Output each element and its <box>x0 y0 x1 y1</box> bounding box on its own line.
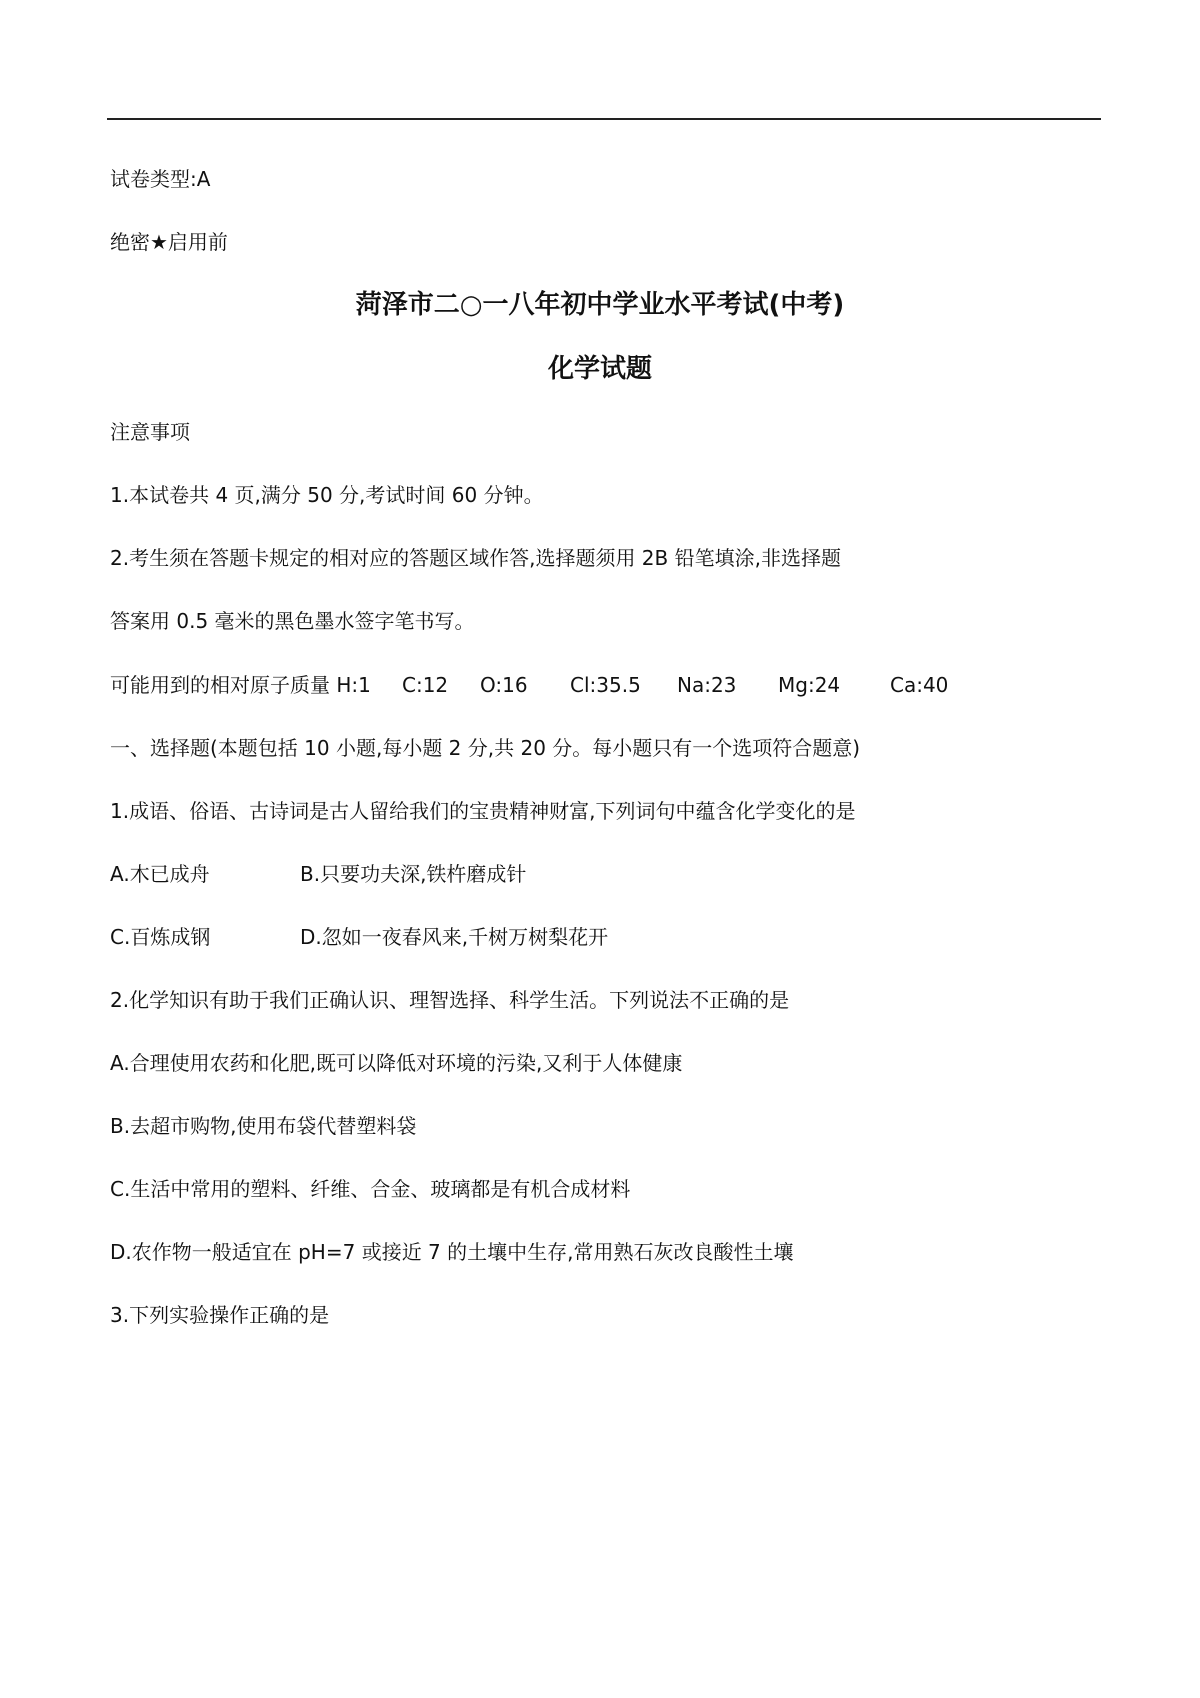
header-rule <box>107 118 1101 120</box>
exam-title: 菏泽市二○一八年初中学业水平考试(中考) <box>355 290 845 320</box>
question-1-options-row-1 <box>110 861 710 887</box>
question-option: B.去超市购物,使用布袋代替塑料袋 <box>110 1114 417 1138</box>
notes-item-2-line-2: 答案用 0.5 毫米的黑色墨水签字笔书写。 <box>110 609 475 633</box>
notes-item-2-line-1: 2.考生须在答题卡规定的相对应的答题区域作答,选择题须用 2B 铅笔填涂,非选择题 <box>110 546 841 570</box>
question-1-stem: 1.成语、俗语、古诗词是古人留给我们的宝贵精神财富,下列词句中蕴含化学变化的是 <box>110 799 856 823</box>
question-option: A.木已成舟 <box>110 862 210 886</box>
question-2-stem: 2.化学知识有助于我们正确认识、理智选择、科学生活。下列说法不正确的是 <box>110 988 790 1012</box>
confidential-mark: 绝密★启用前 <box>110 230 228 254</box>
question-option: A.合理使用农药和化肥,既可以降低对环境的污染,又利于人体健康 <box>110 1051 683 1075</box>
atomic-mass-item: Cl:35.5 <box>570 673 641 697</box>
question-3-stem: 3.下列实验操作正确的是 <box>110 1303 330 1327</box>
question-1-options-row-2 <box>110 924 710 950</box>
question-option: D.忽如一夜春风来,千树万树梨花开 <box>300 925 609 949</box>
atomic-mass-item: O:16 <box>480 673 528 697</box>
atomic-mass-item: C:12 <box>402 673 449 697</box>
paper-type: 试卷类型:A <box>110 167 211 191</box>
atomic-mass-item: Na:23 <box>677 673 737 697</box>
subject-title: 化学试题 <box>547 354 652 384</box>
atomic-mass-item: Ca:40 <box>890 673 949 697</box>
atomic-masses-row <box>110 672 1010 698</box>
section-heading: 一、选择题(本题包括 10 小题,每小题 2 分,共 20 分。每小题只有一个选项符合题意) <box>110 736 861 760</box>
question-option: C.百炼成钢 <box>110 925 211 949</box>
question-option: B.只要功夫深,铁杵磨成针 <box>300 862 527 886</box>
atomic-masses-label: 可能用到的相对原子质量 H:1 <box>110 673 371 697</box>
question-option: C.生活中常用的塑料、纤维、合金、玻璃都是有机合成材料 <box>110 1177 631 1201</box>
question-option: D.农作物一般适宜在 pH=7 或接近 7 的土壤中生存,常用熟石灰改良酸性土壤 <box>110 1240 794 1264</box>
notes-heading: 注意事项 <box>110 420 190 444</box>
atomic-mass-item: Mg:24 <box>778 673 841 697</box>
notes-item-1: 1.本试卷共 4 页,满分 50 分,考试时间 60 分钟。 <box>110 483 544 507</box>
